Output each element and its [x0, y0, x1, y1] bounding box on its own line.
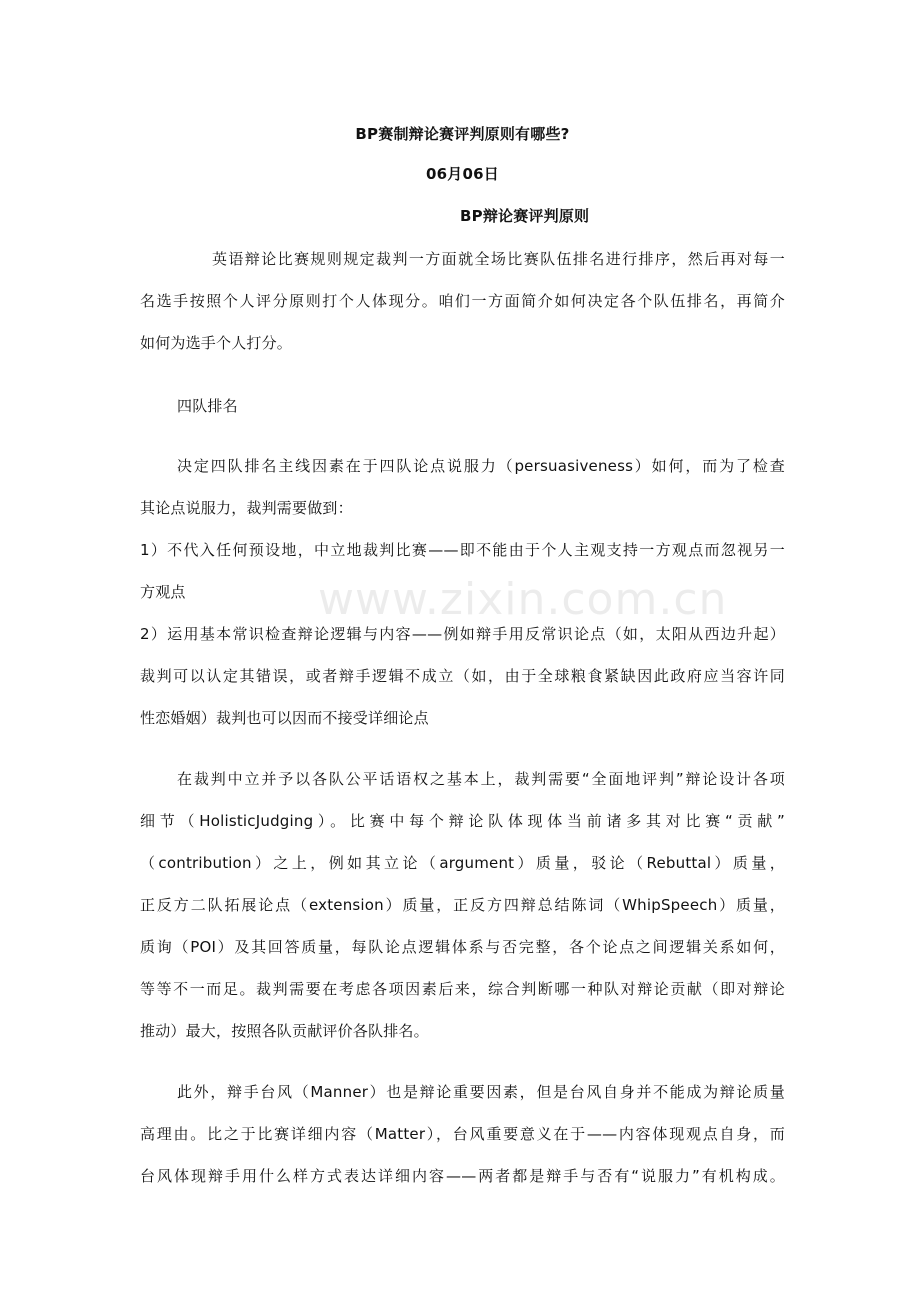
paragraph-line: 性恋婚姻）裁判也可以因而不接受详细论点 — [140, 709, 429, 727]
paragraph-line: 正反方二队拓展论点（extension）质量，正反方四辩总结陈词（WhipSpeech）质量， — [140, 896, 785, 914]
paragraph-line: 方观点 — [140, 583, 186, 601]
paragraph-line: 1）不代入任何预设地，中立地裁判比赛——即不能由于个人主观支持一方观点而忽视另一 — [140, 541, 785, 559]
paragraph-line: 英语辩论比赛规则规定裁判一方面就全场比赛队伍排名进行排序，然后再对每一 — [212, 250, 785, 268]
paragraph-line: 高理由。比之于比赛详细内容（Matter），台风重要意义在于——内容体现观点自身，而 — [140, 1125, 785, 1143]
paragraph-line: 决定四队排名主线因素在于四队论点说服力（persuasiveness）如何，而为了检查 — [177, 457, 785, 475]
document-date: 06月06日 — [426, 165, 499, 183]
paragraph-line: 裁判可以认定其错误，或者辩手逻辑不成立（如，由于全球粮食紧缺因此政府应当容许同 — [140, 667, 785, 685]
paragraph-line: 如何为选手个人打分。 — [140, 334, 293, 352]
paragraph-line: 质询（POI）及其回答质量，每队论点逻辑体系与否完整，各个论点之间逻辑关系如何， — [140, 938, 785, 956]
paragraph-line: （contribution）之上，例如其立论（argument）质量，驳论（Rebuttal）质量， — [140, 854, 785, 872]
subheading-four-team-ranking: 四队排名 — [177, 397, 238, 415]
document-title: BP赛制辩论赛评判原则有哪些? — [355, 125, 570, 143]
paragraph-line: 此外，辩手台风（Manner）也是辩论重要因素，但是台风自身并不能成为辩论质量 — [177, 1083, 785, 1101]
paragraph-line: 等等不一而足。裁判需要在考虑各项因素后来，综合判断哪一种队对辩论贡献（即对辩论 — [140, 980, 785, 998]
paragraph-line: 名选手按照个人评分原则打个人体现分。咱们一方面简介如何决定各个队伍排名，再简介 — [140, 292, 785, 310]
paragraph-line: 细节（HolisticJudging）。比赛中每个辩论队体现体当前诸多其对比赛“贡献” — [140, 812, 785, 830]
paragraph-line: 2）运用基本常识检查辩论逻辑与内容——例如辩手用反常识论点（如，太阳从西边升起） — [140, 625, 785, 643]
section-heading: BP辩论赛评判原则 — [460, 207, 590, 225]
paragraph-line: 推动）最大，按照各队贡献评价各队排名。 — [140, 1022, 429, 1040]
watermark: www.zixin.com.cn — [318, 574, 728, 625]
paragraph-line: 其论点说服力，裁判需要做到： — [140, 499, 353, 517]
paragraph-line: 在裁判中立并予以各队公平话语权之基本上，裁判需要“全面地评判”辩论设计各项 — [177, 770, 785, 788]
paragraph-line: 台风体现辩手用什么样方式表达详细内容——两者都是辩手与否有“说服力”有机构成。 — [140, 1167, 785, 1185]
